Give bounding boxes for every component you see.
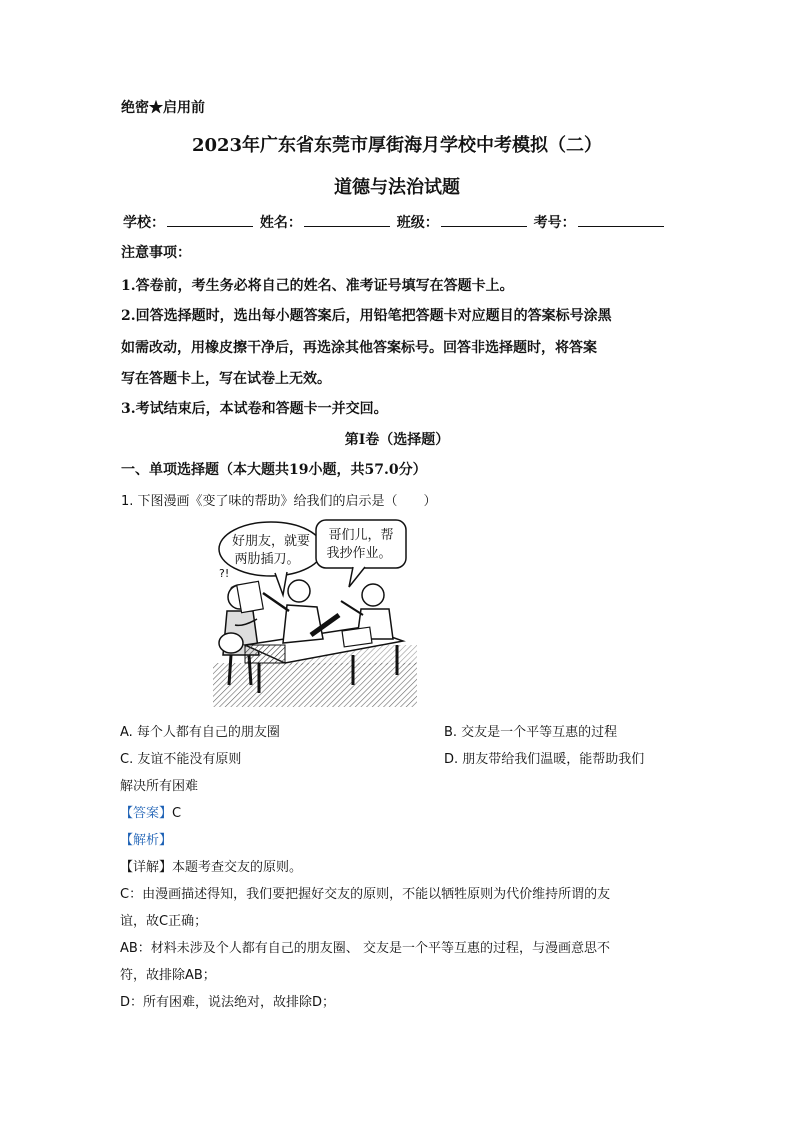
secret-label: 绝密★启用前 [121, 100, 205, 116]
detail-text: 本题考查交友的原则。 [172, 860, 303, 875]
school-label: 学校： [123, 215, 165, 231]
answer-line [120, 802, 181, 821]
name-blank[interactable] [304, 213, 390, 227]
exam-subtitle: 道德与法治试题 [334, 177, 460, 198]
analysis-tag: 【解析】 [120, 833, 173, 848]
detail-line [120, 856, 302, 875]
name-label: 姓名： [259, 215, 302, 231]
option-c: C. 友谊不能没有原则 [120, 752, 242, 767]
bubble-left-line-1: 好朋友，就要 [231, 534, 311, 549]
volume-heading: 第Ⅰ卷（选择题） [344, 432, 450, 448]
bubble-right-line-2: 我抄作业。 [326, 546, 392, 561]
note-item-2-line-1: 2.回答选择题时，选出每小题答案后，用铅笔把答题卡对应题目的答案标号涂黑 [121, 308, 612, 324]
confused-mark: ?! [219, 567, 230, 580]
question-1-stem: 1. 下图漫画《变了味的帮助》给我们的启示是（ ） [121, 494, 437, 509]
class-label: 班级： [396, 215, 439, 231]
school-blank[interactable] [167, 213, 253, 227]
bubble-right-line-1: 哥们儿，帮 [328, 528, 394, 543]
notes-heading: 注意事项： [121, 245, 191, 261]
exam-title: 2023年广东省东莞市厚街海月学校中考模拟（二） [191, 135, 603, 156]
detail-tag: 【详解】 [120, 860, 173, 875]
bubble-left-line-2: 两肋插刀。 [234, 552, 300, 567]
option-d-continued: 解决所有困难 [120, 779, 199, 794]
exam-number-label: 考号： [533, 215, 576, 231]
note-item-1: 1.答卷前，考生务必将自己的姓名、准考证号填写在答题卡上。 [121, 278, 514, 294]
answer-value: C [172, 806, 182, 821]
cartoon-image [213, 515, 417, 709]
option-b: B. 交友是一个平等互惠的过程 [444, 725, 618, 740]
note-item-2-line-3: 写在答题卡上，写在试卷上无效。 [121, 371, 331, 387]
explain-ab-line-2: 符，故排除AB； [120, 968, 216, 983]
explain-c-line-2: 谊，故C正确； [120, 914, 208, 929]
option-a: A. 每个人都有自己的朋友圈 [120, 725, 280, 740]
explain-d: D：所有困难，说法绝对，故排除D； [120, 995, 336, 1010]
explain-c-line-1: C：由漫画描述得知，我们要把握好交友的原则，不能以牺牲原则为代价维持所谓的友 [120, 887, 611, 902]
answer-tag: 【答案】 [120, 806, 173, 821]
part-heading: 一、单项选择题（本大题共19小题，共57.0分） [121, 462, 427, 478]
note-item-3: 3.考试结束后，本试卷和答题卡一并交回。 [121, 401, 388, 417]
cartoon-drawing [213, 515, 417, 709]
note-item-2-line-2: 如需改动，用橡皮擦干净后，再选涂其他答案标号。回答非选择题时，将答案 [121, 340, 597, 356]
exam-number-blank[interactable] [578, 213, 664, 227]
student-info-row [123, 212, 666, 232]
class-blank[interactable] [441, 213, 527, 227]
explain-ab-line-1: AB：材料未涉及个人都有自己的朋友圈、 交友是一个平等互惠的过程，与漫画意思不 [120, 941, 610, 956]
option-d: D. 朋友带给我们温暖，能帮助我们 [444, 752, 645, 767]
